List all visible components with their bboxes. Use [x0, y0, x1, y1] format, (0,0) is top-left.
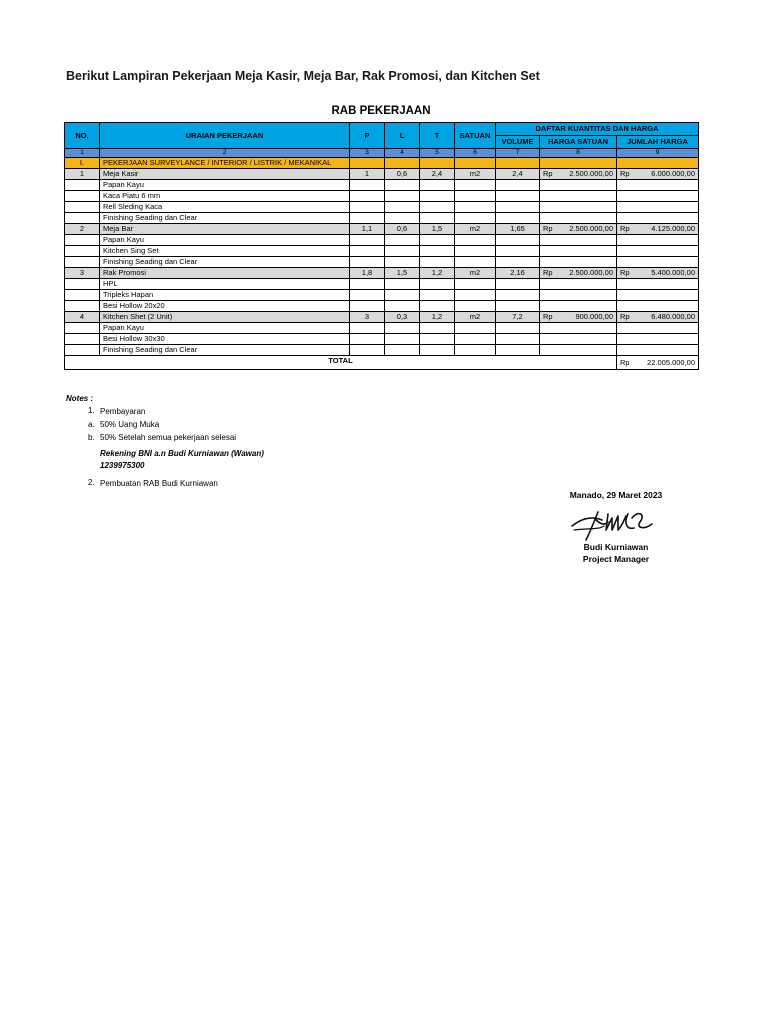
empty-cell — [496, 345, 540, 356]
header-jumlah-harga: JUMLAH HARGA — [617, 136, 699, 149]
item-name: Meja Bar — [100, 224, 350, 235]
empty-cell — [617, 290, 699, 301]
empty-cell — [455, 257, 496, 268]
index-cell: 7 — [496, 149, 540, 158]
empty-cell — [455, 235, 496, 246]
bank-account-number: 1239975300 — [100, 461, 145, 470]
total-value — [617, 356, 699, 370]
amount-value: 2.500.000,00 — [569, 268, 613, 277]
empty-cell — [617, 345, 699, 356]
note-a-text: 50% Uang Muka — [100, 420, 160, 429]
empty-cell — [617, 334, 699, 345]
amount-value: 4.125.000,00 — [651, 224, 696, 233]
item-name: Rak Promosi — [100, 268, 350, 279]
item-t: 1,2 — [420, 312, 455, 323]
sub-item-no — [65, 334, 100, 345]
empty-cell — [540, 334, 617, 345]
empty-cell — [420, 334, 455, 345]
item-t: 2,4 — [420, 169, 455, 180]
sub-item-name: Finishing Seading dan Clear — [100, 213, 350, 224]
sub-item-no — [65, 202, 100, 213]
item-harga-satuan — [540, 268, 617, 279]
amount-value: 900.000,00 — [575, 312, 613, 321]
header-harga-satuan: HARGA SATUAN — [540, 136, 617, 149]
empty-cell — [496, 191, 540, 202]
header-no: NO. — [65, 123, 100, 149]
sub-item-no — [65, 345, 100, 356]
note-b-text: 50% Setelah semua pekerjaan selesai — [100, 433, 237, 442]
sub-item-name: Tripleks Hapan — [100, 290, 350, 301]
empty-cell — [455, 213, 496, 224]
sub-item-no — [65, 323, 100, 334]
currency-label: Rp — [543, 169, 553, 178]
empty-cell — [350, 213, 385, 224]
empty-cell — [496, 246, 540, 257]
rab-table — [64, 122, 699, 370]
currency-label: Rp — [543, 224, 553, 233]
sub-item-name: Rell Sleding Kaca — [100, 202, 350, 213]
sub-item-name: Besi Hollow 30x30 — [100, 334, 350, 345]
empty-cell — [496, 213, 540, 224]
empty-cell — [385, 191, 420, 202]
header-daftar: DAFTAR KUANTITAS DAN HARGA — [496, 123, 699, 136]
empty-cell — [420, 180, 455, 191]
sub-item-row — [65, 334, 699, 345]
empty-cell — [496, 334, 540, 345]
empty-cell — [540, 202, 617, 213]
empty-cell — [617, 191, 699, 202]
sub-item-name: Papan Kayu — [100, 235, 350, 246]
empty-cell — [420, 202, 455, 213]
sub-item-row — [65, 246, 699, 257]
item-harga-satuan — [540, 312, 617, 323]
empty-cell — [455, 246, 496, 257]
empty-cell — [385, 213, 420, 224]
index-cell: 6 — [455, 149, 496, 158]
index-row — [65, 149, 699, 158]
empty-cell — [617, 257, 699, 268]
empty-cell — [350, 257, 385, 268]
sub-item-row — [65, 345, 699, 356]
section-label: PEKERJAAN SURVEYLANCE / INTERIOR / LISTRIK / MEKANIKAL — [100, 158, 350, 169]
empty-cell — [496, 301, 540, 312]
signer-name: Budi Kurniawan — [583, 542, 649, 552]
sub-item-row — [65, 279, 699, 290]
item-satuan: m2 — [455, 169, 496, 180]
currency-label: Rp — [620, 312, 630, 321]
item-jumlah-harga — [617, 224, 699, 235]
empty-cell — [385, 202, 420, 213]
sub-item-row — [65, 301, 699, 312]
empty-cell — [455, 345, 496, 356]
sub-item-no — [65, 213, 100, 224]
empty-cell — [540, 345, 617, 356]
empty-cell — [540, 279, 617, 290]
sub-item-row — [65, 213, 699, 224]
amount-value: 22.005.000,00 — [647, 357, 696, 367]
index-cell: 2 — [100, 149, 350, 158]
empty-cell — [496, 235, 540, 246]
bank-account-name: Rekening BNI a.n Budi Kurniawan (Wawan) — [100, 449, 264, 458]
empty-cell — [540, 257, 617, 268]
empty-cell — [420, 301, 455, 312]
empty-cell — [420, 246, 455, 257]
item-no: 1 — [65, 169, 100, 180]
total-label: TOTAL — [65, 356, 617, 370]
empty-cell — [540, 323, 617, 334]
header-row-1 — [65, 123, 699, 136]
page-heading: Berikut Lampiran Pekerjaan Meja Kasir, Meja Bar, Rak Promosi, dan Kitchen Set — [66, 69, 540, 83]
empty-cell — [420, 290, 455, 301]
item-satuan: m2 — [455, 268, 496, 279]
empty-cell — [385, 246, 420, 257]
total-row — [65, 356, 699, 370]
item-volume: 2,16 — [496, 268, 540, 279]
item-row — [65, 169, 699, 180]
sub-item-row — [65, 180, 699, 191]
item-jumlah-harga — [617, 268, 699, 279]
currency-label: Rp — [543, 312, 553, 321]
item-l: 0,6 — [385, 169, 420, 180]
empty-cell — [420, 191, 455, 202]
empty-cell — [350, 334, 385, 345]
currency-label: Rp — [620, 169, 630, 178]
item-harga-satuan — [540, 169, 617, 180]
item-jumlah-harga — [617, 169, 699, 180]
empty-cell — [420, 279, 455, 290]
empty-cell — [420, 345, 455, 356]
header-volume: VOLUME — [496, 136, 540, 149]
empty-cell — [455, 301, 496, 312]
empty-cell — [496, 323, 540, 334]
sub-item-no — [65, 191, 100, 202]
sub-item-no — [65, 279, 100, 290]
empty-cell — [455, 279, 496, 290]
amount-value: 6.480.000,00 — [651, 312, 696, 321]
note-a-number: a. — [88, 420, 95, 429]
empty-cell — [350, 202, 385, 213]
item-p: 1 — [350, 169, 385, 180]
place-date: Manado, 29 Maret 2023 — [569, 490, 663, 500]
index-cell: 8 — [540, 149, 617, 158]
empty-cell — [540, 180, 617, 191]
note-2-number: 2. — [88, 478, 95, 487]
empty-cell — [385, 334, 420, 345]
item-no: 3 — [65, 268, 100, 279]
empty-cell — [455, 290, 496, 301]
signer-role: Project Manager — [582, 554, 650, 564]
empty-cell — [350, 191, 385, 202]
header-uraian: URAIAN PEKERJAAN — [100, 123, 350, 149]
sub-item-row — [65, 235, 699, 246]
sub-item-row — [65, 191, 699, 202]
item-l: 0,3 — [385, 312, 420, 323]
sub-item-row — [65, 290, 699, 301]
empty-cell — [496, 202, 540, 213]
item-no: 4 — [65, 312, 100, 323]
empty-cell — [617, 246, 699, 257]
index-cell: 9 — [617, 149, 699, 158]
empty-cell — [455, 202, 496, 213]
sub-item-no — [65, 290, 100, 301]
item-satuan: m2 — [455, 224, 496, 235]
sub-item-name: Kitchen Sing Set — [100, 246, 350, 257]
item-t: 1,2 — [420, 268, 455, 279]
item-volume: 1,65 — [496, 224, 540, 235]
item-p: 1,1 — [350, 224, 385, 235]
empty-cell — [540, 235, 617, 246]
empty-cell — [385, 257, 420, 268]
empty-cell — [617, 213, 699, 224]
sub-item-no — [65, 257, 100, 268]
sub-item-row — [65, 257, 699, 268]
item-jumlah-harga — [617, 312, 699, 323]
rab-title: RAB PEKERJAAN — [331, 105, 431, 117]
sub-item-row — [65, 202, 699, 213]
empty-cell — [350, 345, 385, 356]
empty-cell — [496, 290, 540, 301]
amount-value: 5.400.000,00 — [651, 268, 696, 277]
sub-item-no — [65, 180, 100, 191]
empty-cell — [420, 323, 455, 334]
item-l: 0,6 — [385, 224, 420, 235]
empty-cell — [617, 235, 699, 246]
empty-cell — [385, 301, 420, 312]
item-t: 1,5 — [420, 224, 455, 235]
empty-cell — [496, 257, 540, 268]
empty-cell — [540, 301, 617, 312]
currency-label: Rp — [620, 268, 630, 277]
empty-cell — [350, 279, 385, 290]
item-volume: 7,2 — [496, 312, 540, 323]
currency-label: Rp — [620, 224, 630, 233]
index-cell: 1 — [65, 149, 100, 158]
empty-cell — [540, 213, 617, 224]
header-l: L — [385, 123, 420, 149]
empty-cell — [350, 290, 385, 301]
sub-item-name: Finishing Seading dan Clear — [100, 257, 350, 268]
empty-cell — [455, 191, 496, 202]
sub-item-name: HPL — [100, 279, 350, 290]
currency-label: Rp — [620, 357, 630, 367]
empty-cell — [496, 279, 540, 290]
header-p: P — [350, 123, 385, 149]
empty-cell — [350, 301, 385, 312]
empty-cell — [350, 323, 385, 334]
empty-cell — [385, 323, 420, 334]
index-cell: 4 — [385, 149, 420, 158]
empty-cell — [420, 235, 455, 246]
empty-cell — [385, 180, 420, 191]
empty-cell — [540, 246, 617, 257]
sub-item-no — [65, 246, 100, 257]
item-harga-satuan — [540, 224, 617, 235]
sub-item-name: Papan Kayu — [100, 180, 350, 191]
section-no: I. — [65, 158, 100, 169]
item-no: 2 — [65, 224, 100, 235]
header-t: T — [420, 123, 455, 149]
empty-cell — [385, 279, 420, 290]
section-row — [65, 158, 699, 169]
index-cell: 3 — [350, 149, 385, 158]
empty-cell — [617, 301, 699, 312]
signature-image — [568, 504, 664, 544]
item-l: 1,5 — [385, 268, 420, 279]
empty-cell — [496, 180, 540, 191]
empty-cell — [617, 180, 699, 191]
empty-cell — [455, 180, 496, 191]
item-volume: 2,4 — [496, 169, 540, 180]
amount-value: 6.000.000,00 — [651, 169, 696, 178]
note-2-text: Pembuatan RAB Budi Kurniawan — [100, 479, 218, 488]
empty-cell — [617, 202, 699, 213]
sub-item-name: Papan Kayu — [100, 323, 350, 334]
empty-cell — [455, 323, 496, 334]
note-1-number: 1. — [88, 406, 95, 415]
empty-cell — [617, 323, 699, 334]
note-1-text: Pembayaran — [100, 407, 146, 416]
empty-cell — [540, 191, 617, 202]
empty-cell — [540, 290, 617, 301]
item-row — [65, 312, 699, 323]
empty-cell — [385, 235, 420, 246]
amount-value: 2.500.000,00 — [569, 224, 613, 233]
sub-item-name: Kaca Piatu 6 mm — [100, 191, 350, 202]
sub-item-name: Finishing Seading dan Clear — [100, 345, 350, 356]
empty-cell — [350, 235, 385, 246]
notes-label: Notes : — [66, 394, 94, 403]
header-satuan: SATUAN — [455, 123, 496, 149]
item-p: 3 — [350, 312, 385, 323]
item-name: Kitchen Shet (2 Unit) — [100, 312, 350, 323]
item-satuan: m2 — [455, 312, 496, 323]
empty-cell — [617, 279, 699, 290]
note-b-number: b. — [88, 433, 95, 442]
item-p: 1,8 — [350, 268, 385, 279]
empty-cell — [420, 213, 455, 224]
empty-cell — [385, 290, 420, 301]
empty-cell — [385, 345, 420, 356]
empty-cell — [350, 246, 385, 257]
sub-item-row — [65, 323, 699, 334]
sub-item-no — [65, 235, 100, 246]
sub-item-no — [65, 301, 100, 312]
empty-cell — [420, 257, 455, 268]
item-row — [65, 224, 699, 235]
empty-cell — [350, 180, 385, 191]
sub-item-name: Besi Hollow 20x20 — [100, 301, 350, 312]
index-cell: 5 — [420, 149, 455, 158]
empty-cell — [455, 334, 496, 345]
item-row — [65, 268, 699, 279]
currency-label: Rp — [543, 268, 553, 277]
amount-value: 2.500.000,00 — [569, 169, 613, 178]
item-name: Meja Kasir — [100, 169, 350, 180]
